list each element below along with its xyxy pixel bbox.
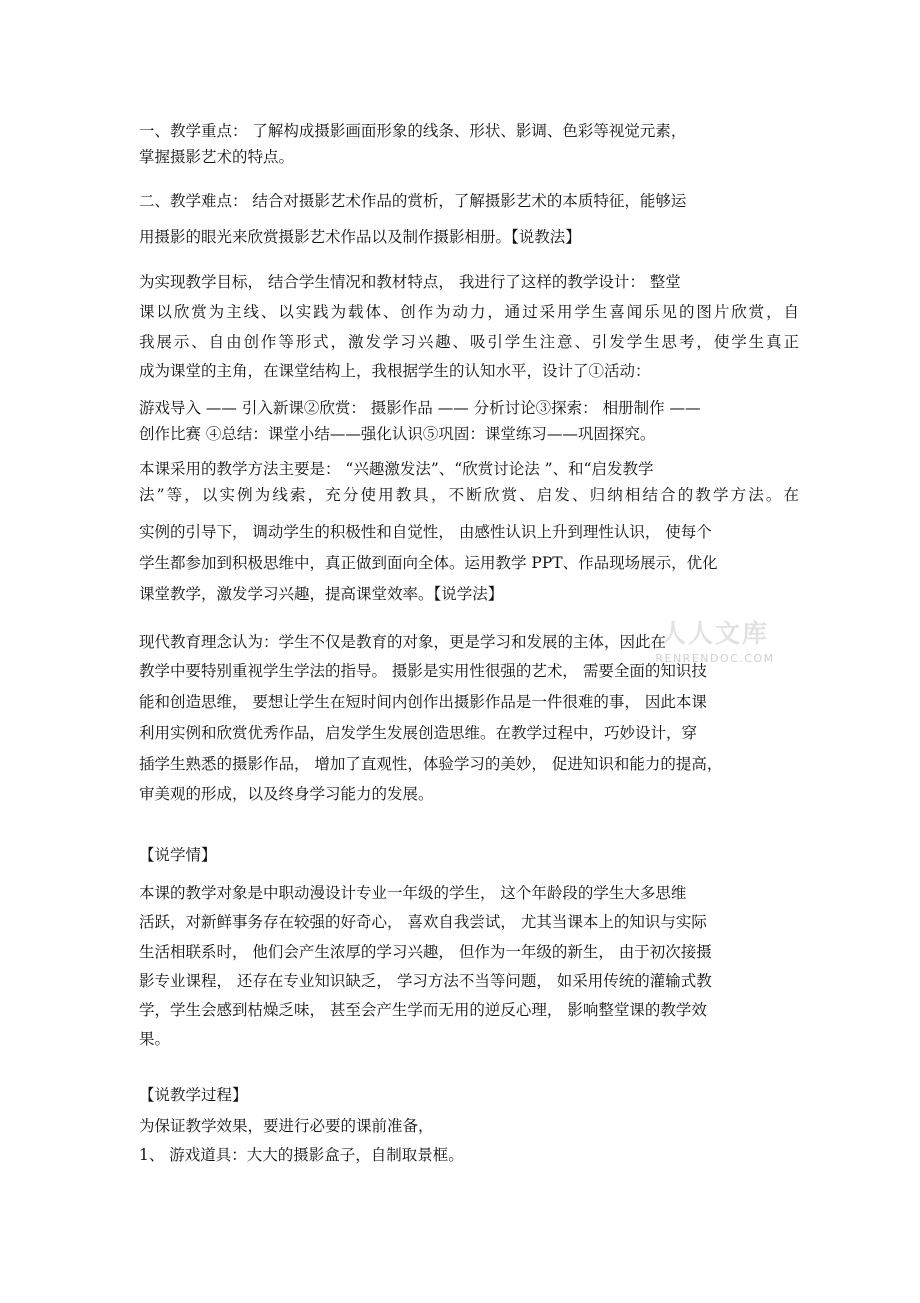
process-line-1: 为保证教学效果，要进行必要的课前准备， [139,1117,434,1135]
difficulty-line-1: 二、教学难点： 结合对摄影艺术作品的赏析，了解摄影艺术的本质特征，能够运 [139,192,687,210]
process-item-1: 1、 游戏道具：大大的摄影盒子，自制取景框。 [139,1146,464,1164]
study-method-line-4: 利用实例和欣赏优秀作品，启发学生发展创造思维。在教学过程中，巧妙设计，穿 [139,724,698,742]
method-line-4: 学生都参加到积极思维中，真正做到面向全体。运用教学 PPT、作品现场展示，优化 [139,554,718,572]
students-line-6: 果。 [139,1030,171,1048]
study-method-line-6: 审美观的形成，以及终身学习能力的发展。 [139,785,434,803]
watermark-title: 人人文库 [660,619,769,648]
method-line-5: 课堂教学，激发学习兴趣，提高课堂效率。【说学法】 [139,585,504,603]
teaching-method-line-1: 为实现教学目标， 结合学生情况和教材特点， 我进行了这样的教学设计： 整堂 [139,273,681,291]
teaching-method-line-4: 成为课堂的主角，在课堂结构上，我根据学生的认知水平，设计了①活动： [139,362,651,380]
watermark-subtitle: RENRENDOC.COM [655,652,775,665]
study-method-line-3: 能和创造思维， 要想让学生在短时间内创作出摄影作品是一件很难的事， 因此本课 [139,693,707,711]
teaching-method-line-2: 课以欣赏为主线、以实践为载体、创作为动力，通过采用学生喜闻乐见的图片欣赏，自 [139,303,799,321]
method-line-2: 法”等，以实例为线索，充分使用教具，不断欣赏、启发、归纳相结合的教学方法。在 [139,486,799,504]
study-method-line-2: 教学中要特别重视学生学法的指导。 摄影是实用性很强的艺术， 需要全面的知识技 [139,662,707,680]
students-line-2: 活跃，对新鲜事务存在较强的好奇心， 喜欢自我尝试， 尤其当课本上的知识与实际 [139,913,707,931]
study-method-line-5: 插学生熟悉的摄影作品， 增加了直观性，体验学习的美妙， 促进知识和能力的提高， [139,755,723,773]
students-line-1: 本课的教学对象是中职动漫设计专业一年级的学生， 这个年龄段的学生大多思维 [139,884,687,902]
study-method-line-1: 现代教育理念认为：学生不仅是教育的对象，更是学习和发展的主体，因此在 [139,633,667,651]
activity-line-1: 游戏导入 —— 引入新课②欣赏： 摄影作品 —— 分析讨论③探索： 相册制作 —— [139,399,701,417]
difficulty-line-2: 用摄影的眼光来欣赏摄影艺术作品以及制作摄影相册。【说教法】 [139,228,581,246]
students-line-3: 生活相联系时， 他们会产生浓厚的学习兴趣， 但作为一年级的新生， 由于初次接摄 [139,943,712,961]
key-point-line-2: 掌握摄影艺术的特点。 [139,148,295,166]
method-line-1: 本课采用的教学方法主要是： “兴趣激发法”、“欣赏讨论法 ”、和“启发教学 [139,460,654,478]
method-line-3: 实例的引导下， 调动学生的积极性和自觉性， 由感性认识上升到理性认识， 使每个 [139,523,712,541]
key-point-line-1: 一、教学重点： 了解构成摄影画面形象的线条、形状、影调、色彩等视觉元素， [139,122,687,140]
students-line-5: 学，学生会感到枯燥乏味， 甚至会产生学而无用的逆反心理， 影响整堂课的教学效 [139,1001,707,1019]
section-heading-process: 【说教学过程】 [139,1086,248,1104]
section-heading-students: 【说学情】 [139,846,217,864]
students-line-4: 影专业课程， 还存在专业知识缺乏， 学习方法不当等问题， 如采用传统的灌输式教 [139,972,712,990]
teaching-method-line-3: 我展示、自由创作等形式，激发学习兴趣、吸引学生注意、引发学生思考，使学生真正 [139,333,799,351]
activity-line-2: 创作比赛 ④总结：课堂小结——强化认识⑤巩固：课堂练习——巩固探究。 [139,425,656,443]
